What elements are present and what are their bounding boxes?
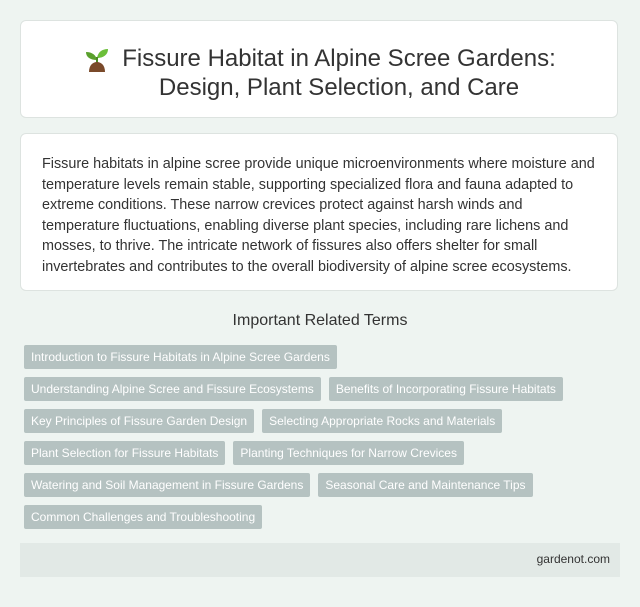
related-terms-row xyxy=(24,377,624,401)
title-card xyxy=(20,20,618,118)
related-term-tag[interactable]: Key Principles of Fissure Garden Design xyxy=(24,409,254,433)
related-term-tag[interactable]: Planting Techniques for Narrow Crevices xyxy=(233,441,464,465)
footer xyxy=(20,543,620,577)
related-terms-row xyxy=(24,473,624,497)
summary-card xyxy=(20,133,618,291)
related-term-tag[interactable]: Common Challenges and Troubleshooting xyxy=(24,505,262,529)
related-term-tag[interactable]: Seasonal Care and Maintenance Tips xyxy=(318,473,532,497)
related-terms-list xyxy=(24,345,624,537)
footer-site-link[interactable]: gardenot.com xyxy=(536,552,610,566)
summary-text: Fissure habitats in alpine scree provide unique microenvironments where moisture and temperature levels remain stable, supporting specialized flora and fauna adapted to extreme conditions. These narrow crevices protect against harsh winds and temperature fluctuations, enabling diverse plant species, including rare lichens and mosses, to thrive. The intricate network of fissures also offers shelter for small invertebrates and contributes to the overall biodiversity of alpine scree ecosystems. xyxy=(42,156,595,275)
related-term-tag[interactable]: Watering and Soil Management in Fissure Gardens xyxy=(24,473,310,497)
related-term-tag[interactable]: Benefits of Incorporating Fissure Habitats xyxy=(329,377,563,401)
related-terms-row xyxy=(24,345,624,369)
related-terms-row xyxy=(24,505,624,529)
related-terms-heading: Important Related Terms xyxy=(232,312,408,329)
related-terms-row xyxy=(24,441,624,465)
page-title xyxy=(21,44,617,102)
related-term-tag[interactable]: Introduction to Fissure Habitats in Alpine Scree Gardens xyxy=(24,345,337,369)
related-terms-row xyxy=(24,409,624,433)
page-title-line-2: Design, Plant Selection, and Care xyxy=(158,74,520,101)
related-term-tag[interactable]: Selecting Appropriate Rocks and Materials xyxy=(262,409,502,433)
page-title-line-1: Fissure Habitat in Alpine Scree Gardens: xyxy=(122,45,556,72)
related-term-tag[interactable]: Understanding Alpine Scree and Fissure Ecosystems xyxy=(24,377,321,401)
related-term-tag[interactable]: Plant Selection for Fissure Habitats xyxy=(24,441,225,465)
